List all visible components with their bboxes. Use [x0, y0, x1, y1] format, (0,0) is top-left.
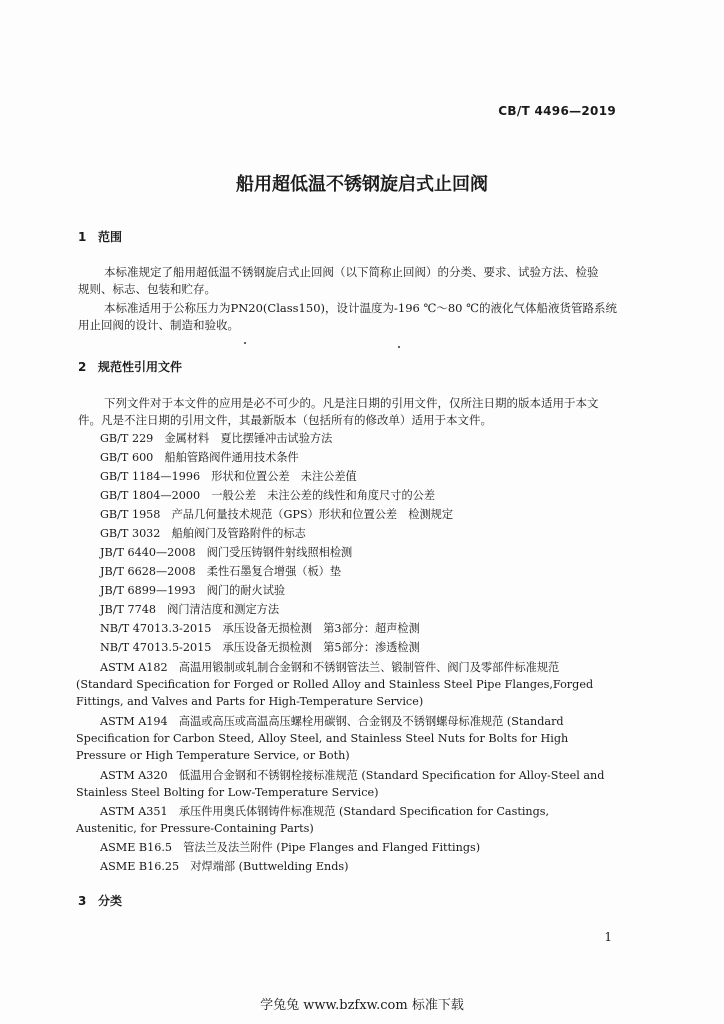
- references-intro-line-1: 下列文件对于本文件的应用是必不可少的。凡是注日期的引用文件，仅所注日期的版本适用于本文: [104, 396, 599, 410]
- reference-item: GB/T 1804—2000 一般公差 未注公差的线性和角度尺寸的公差: [100, 489, 436, 502]
- section-1-number: 1: [78, 230, 87, 244]
- reference-item: GB/T 600 船舶管路阀件通用技术条件: [100, 451, 299, 464]
- reference-item: JB/T 6440—2008 阀门受压铸钢件射线照相检测: [100, 546, 353, 559]
- reference-item: NB/T 47013.3-2015 承压设备无损检测 第3部分：超声检测: [100, 622, 420, 635]
- speck-mark: [398, 346, 400, 348]
- reference-item: GB/T 229 金属材料 夏比摆锤冲击试验方法: [100, 432, 333, 445]
- references-intro-line-2: 件。凡是不注日期的引用文件，其最新版本（包括所有的修改单）适用于本文件。: [78, 413, 492, 427]
- section-2-title: 规范性引用文件: [98, 360, 183, 374]
- reference-astm-a320-line-2: Stainless Steel Bolting for Low-Temperature Service): [76, 786, 379, 799]
- reference-astm-a351-line-2: Austenitic, for Pressure-Containing Parts): [76, 822, 314, 835]
- reference-asme-b16-25: ASME B16.25 对焊端部 (Buttwelding Ends): [100, 860, 349, 873]
- section-3-number: 3: [78, 894, 87, 908]
- section-3-heading: [78, 892, 122, 909]
- document-title: 船用超低温不锈钢旋启式止回阀: [236, 174, 488, 195]
- section-1-title: 范围: [98, 230, 123, 244]
- reference-item: JB/T 6899—1993 阀门的耐火试验: [100, 584, 286, 597]
- reference-item: JB/T 6628—2008 柔性石墨复合增强（板）垫: [100, 565, 342, 578]
- reference-astm-a182-line-2: (Standard Specification for Forged or Rolled Alloy and Stainless Steel Pipe Flanges,Forged: [76, 678, 594, 691]
- page-number: 1: [604, 930, 612, 944]
- reference-astm-a182-line-1: ASTM A182 高温用锻制或轧制合金钢和不锈钢管法兰、锻制管件、阀门及零部件标准规范: [100, 661, 560, 674]
- reference-item: GB/T 1184—1996 形状和位置公差 未注公差值: [100, 470, 357, 483]
- section-3-title: 分类: [98, 894, 123, 908]
- scope-para-2-line-1: 本标准适用于公称压力为PN20(Class150)，设计温度为-196 ℃～80 ℃的液化气体船液货管路系统: [104, 301, 617, 315]
- reference-asme-b16-5: ASME B16.5 管法兰及法兰附件 (Pipe Flanges and Flanged Fittings): [100, 841, 481, 854]
- footer-watermark: 学兔兔 www.bzfxw.com 标准下载: [260, 998, 464, 1013]
- reference-astm-a194-line-3: Pressure or High Temperature Service, or Both): [76, 749, 350, 762]
- reference-astm-a351-line-1: ASTM A351 承压件用奥氏体钢铸件标准规范 (Standard Specification for Castings,: [100, 805, 550, 818]
- section-1-heading: [78, 228, 122, 245]
- reference-item: GB/T 1958 产品几何量技术规范（GPS）形状和位置公差 检测规定: [100, 508, 454, 521]
- scope-para-1-line-2: 规则、标志、包装和贮存。: [78, 282, 216, 296]
- scope-para-1-line-1: 本标准规定了船用超低温不锈钢旋启式止回阀（以下简称止回阀）的分类、要求、试验方法、检验: [104, 265, 599, 279]
- reference-astm-a320-line-1: ASTM A320 低温用合金钢和不锈钢栓接标准规范 (Standard Specification for Alloy-Steel and: [100, 769, 605, 782]
- reference-item: GB/T 3032 船舶阀门及管路附件的标志: [100, 527, 306, 540]
- reference-astm-a194-line-1: ASTM A194 高温或高压或高温高压螺栓用碳钢、合金钢及不锈钢螺母标准规范 (Standard: [100, 715, 564, 728]
- standard-code: CB/T 4496—2019: [498, 104, 616, 118]
- reference-item: NB/T 47013.5-2015 承压设备无损检测 第5部分：渗透检测: [100, 641, 420, 654]
- section-2-number: 2: [78, 360, 87, 374]
- reference-item: JB/T 7748 阀门清洁度和测定方法: [100, 603, 280, 616]
- scope-para-2-line-2: 用止回阀的设计、制造和验收。: [78, 318, 239, 332]
- speck-mark: [244, 342, 246, 344]
- section-2-heading: [78, 358, 182, 375]
- reference-astm-a194-line-2: Specification for Carbon Steed, Alloy Steel, and Stainless Steel Nuts for Bolts for High: [76, 732, 569, 745]
- reference-astm-a182-line-3: Fittings, and Valves and Parts for High-Temperature Service): [76, 695, 424, 708]
